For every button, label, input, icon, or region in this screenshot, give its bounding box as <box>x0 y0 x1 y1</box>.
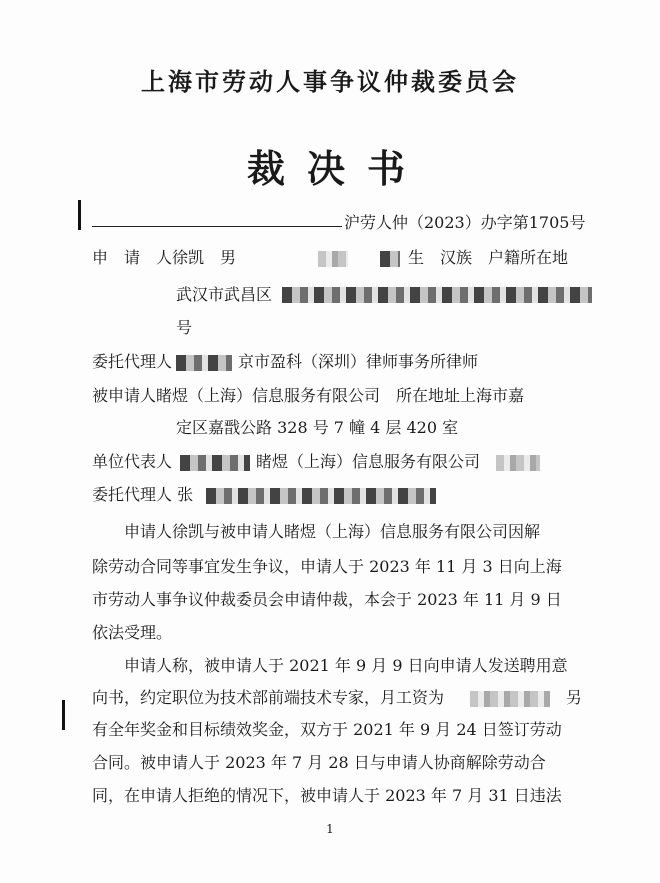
respondent-line-1: 被申请人睹煜（上海）信息服务有限公司 所在地址上海市嘉 <box>92 386 525 405</box>
case-number-underline <box>92 226 342 227</box>
page-number: 1 <box>326 822 334 836</box>
paragraph-2-line-1: 申请人称，被申请人于 2021 年 9 月 9 日向申请人发送聘用意 <box>124 656 568 675</box>
paragraph-2-line-2a: 向书，约定职位为技术部前端技术专家，月工资为 <box>92 688 445 707</box>
paragraph-1-line-1: 申请人徐凯与被申请人睹煜（上海）信息服务有限公司因解 <box>124 522 541 541</box>
scan-mark-top <box>78 200 81 230</box>
redaction-block <box>206 488 436 504</box>
redaction-block <box>496 455 540 471</box>
agent-1-label: 委托代理人 <box>92 352 173 371</box>
redaction-block <box>470 691 550 707</box>
redaction-block <box>318 251 348 267</box>
applicant-address-line-2: 号 <box>176 318 193 337</box>
redaction-block <box>282 287 592 303</box>
scan-mark-left <box>62 700 65 730</box>
redaction-block <box>180 455 250 471</box>
agent-1-text: 京市盈科（深圳）律师事务所律师 <box>238 352 479 371</box>
document-title: 裁决书 <box>246 146 427 191</box>
paragraph-2-line-3: 有全年奖金和目标绩效奖金，双方于 2021 年 9 月 24 日签订劳动 <box>92 720 562 739</box>
paragraph-1-line-4: 依法受理。 <box>92 623 173 642</box>
respondent-line-2: 定区嘉戬公路 328 号 7 幢 4 层 420 室 <box>176 418 459 437</box>
representative-label: 单位代表人 <box>92 452 173 471</box>
redaction-block <box>380 251 400 267</box>
redaction-block <box>176 355 232 371</box>
applicant-line-1: 申 请 人徐凯 男 <box>92 248 237 267</box>
committee-name: 上海市劳动人事争议仲裁委员会 <box>141 67 519 96</box>
paragraph-2-line-5: 同，在申请人拒绝的情况下，被申请人于 2023 年 7 月 31 日违法 <box>92 786 562 805</box>
case-number: 沪劳人仲（2023）办字第1705号 <box>344 213 586 232</box>
paragraph-1-line-2: 除劳动合同等事宜发生争议，申请人于 2023 年 11 月 3 日向上海 <box>92 557 562 576</box>
paragraph-2-line-2b: 另 <box>566 688 583 707</box>
paragraph-2-line-4: 合同。被申请人于 2023 年 7 月 28 日与申请人协商解除劳动合 <box>92 753 546 772</box>
agent-2-label: 委托代理人 张 <box>92 485 194 504</box>
paragraph-1-line-3: 市劳动人事争议仲裁委员会申请仲裁，本会于 2023 年 11 月 9 日 <box>92 590 562 609</box>
applicant-line-1b: 生 汉族 户籍所在地 <box>408 248 569 267</box>
representative-text: 睹煜（上海）信息服务有限公司 <box>256 452 481 471</box>
applicant-address-line-1: 武汉市武昌区 <box>176 285 273 304</box>
